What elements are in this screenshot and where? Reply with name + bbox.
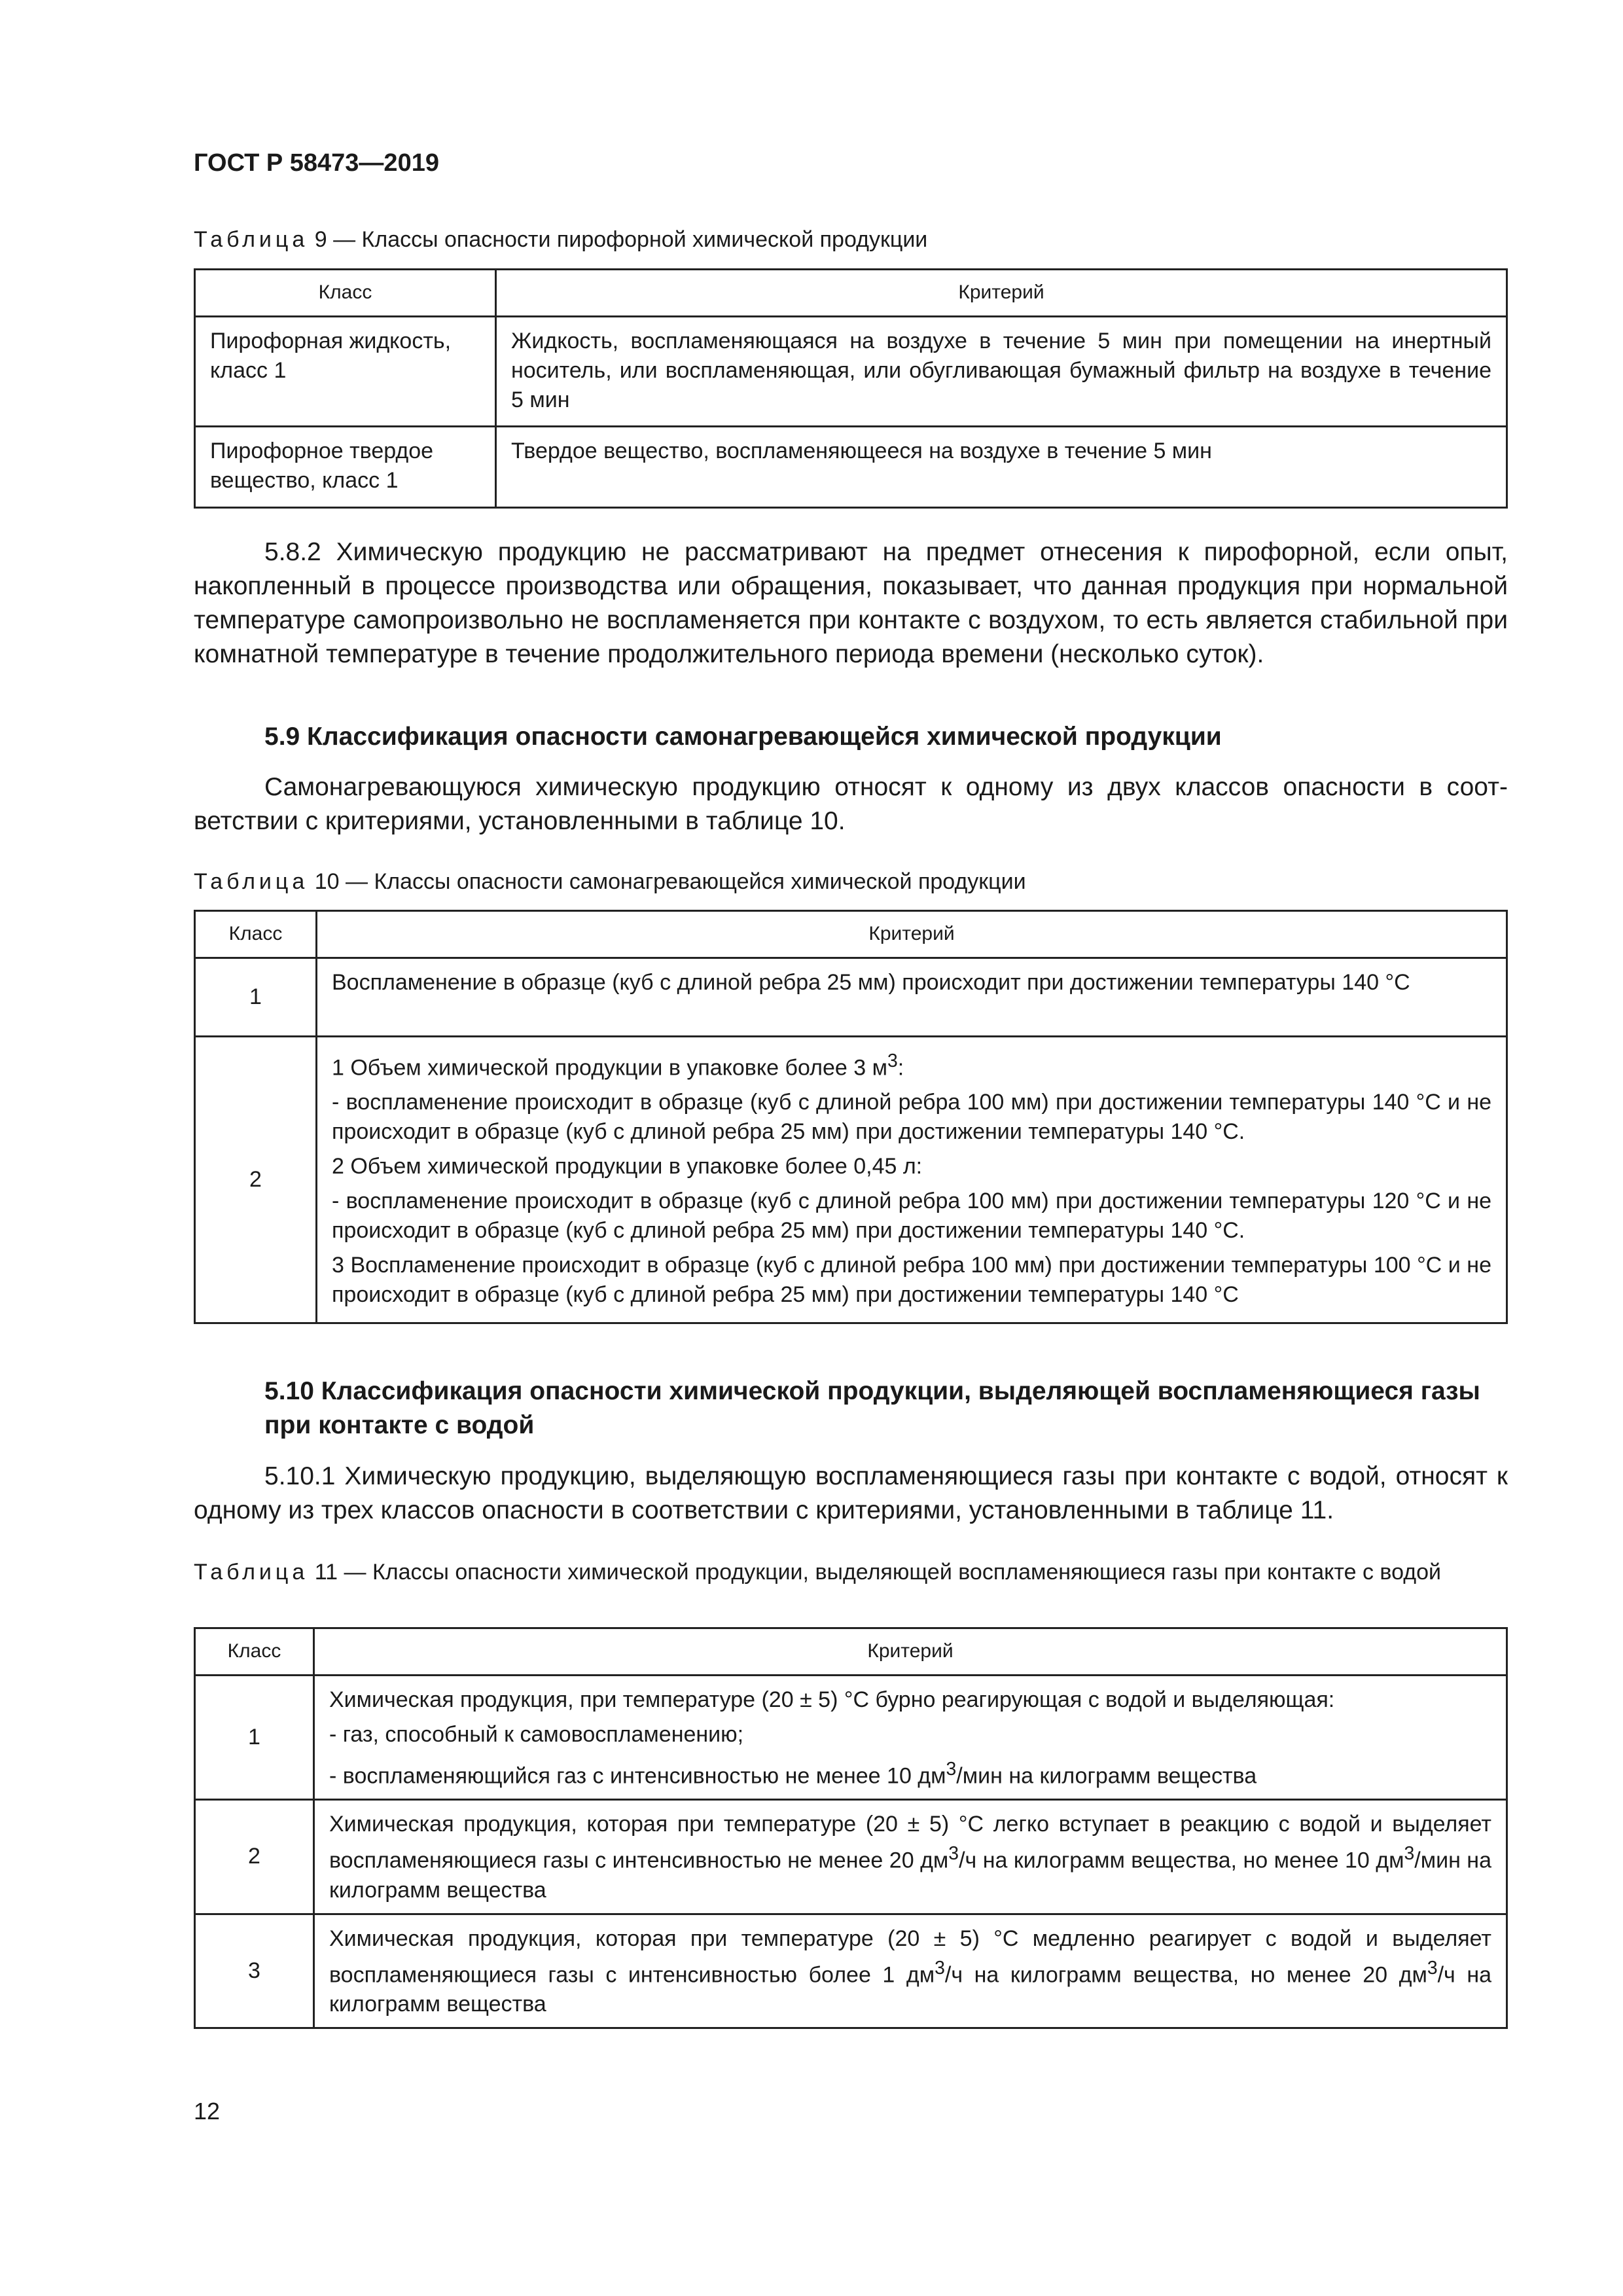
table-row xyxy=(195,1800,1507,1914)
table10-row1-criterion: Воспламенение в образце (куб с длиной ребра 25 мм) происходит при достижении температуры 140 °C xyxy=(317,958,1507,1037)
table9-row1-class: Пирофорная жидкость, класс 1 xyxy=(195,317,496,427)
table-row xyxy=(195,1676,1507,1800)
paragraph-5-10-1: 5.10.1 Химическую продукцию, выделяющую воспламеняющиеся газы при контакте с водой, относят к одному из трех классов опасности в соответствии с критериями, установленными в таблице 11. xyxy=(194,1462,1508,1524)
table10-caption xyxy=(194,867,1026,896)
table10-row1-class: 1 xyxy=(195,958,317,1037)
table-row xyxy=(195,958,1507,1037)
table11-row3-class: 3 xyxy=(195,1914,314,2028)
paragraph-5-9: Самонагревающуюся химическую продукцию относят к одному из двух классов опасности в соответствии с критериями, установленными в таблице 10. xyxy=(194,773,1508,835)
table11 xyxy=(194,1627,1508,2029)
table10-caption-prefix: Таблица xyxy=(194,869,309,894)
table10-row2-item4: - воспламенение происходит в образце (куб с длиной ребра 100 мм) при достижении температуры 120 °C и не происходит в образце (куб с длиной ребра 25 мм) при достижении температуры 140 °C. xyxy=(332,1189,1491,1244)
document-header: ГОСТ Р 58473—2019 xyxy=(194,149,439,177)
table11-row3-criterion: Химическая продукция, которая при температуре (20 ± 5) °C медленно реагирует с водой и выделяет воспламеняющиеся газы с интенсивностью более 1 $дм^3/ч$ на килограмм вещества, но менее 20 $дм^3/ч$ на килограмм вещества xyxy=(314,1914,1507,2028)
table10-row2-item5: 3 Воспламенение происходит в образце (куб с длиной ребра 100 мм) при достижении температуры 100 °C и не происходит в образце (куб с длиной ребра 25 мм) при достижении температуры 140 °C xyxy=(332,1253,1491,1308)
table10-row2-item3: 2 Объем химической продукции в упаковке более 0,45 л: xyxy=(332,1154,923,1179)
table10-row2-item1: 1 Объем химической продукции в упаковке более 3 $м^3$: xyxy=(332,1050,904,1081)
section-heading-5-10: 5.10 Классификация опасности химической продукции, выделяющей воспламеняющиеся газы при контакте с водой xyxy=(264,1377,1480,1439)
table-row xyxy=(195,1914,1507,2028)
table11-row1-class: 1 xyxy=(195,1676,314,1800)
table9 xyxy=(194,268,1508,509)
table10-header-criterion: Критерий xyxy=(317,911,1507,958)
table11-caption-prefix: Таблица xyxy=(194,1560,309,1585)
table11-row2-criterion: Химическая продукция, которая при температуре (20 ± 5) °C легко вступает в реакцию с водой и выделяет воспламеняющиеся газы с интенсивностью не менее 20 $дм^3/ч$ на килограмм вещества, но менее 10 $дм^3$/мин на килограмм вещества xyxy=(314,1800,1507,1914)
table9-caption-prefix: Таблица xyxy=(194,227,309,252)
table9-header-criterion: Критерий xyxy=(496,270,1507,317)
table10 xyxy=(194,910,1508,1324)
table9-row2-class: Пирофорное твердое вещество, класс 1 xyxy=(195,427,496,508)
table11-row1-criterion: Химическая продукция, при температуре (20 ± 5) °C бурно реагирующая с водой и выделяющая: - газ, способный к самовоспламенению; - воспламеняющийся газ с интенсивностью не менее 10 $дм^3$/мин на килограмм вещества xyxy=(314,1676,1507,1800)
table-row xyxy=(195,427,1507,508)
table10-row2-criterion xyxy=(317,1037,1507,1323)
paragraph-5-8-2: 5.8.2 Химическую продукцию не рассматривают на предмет отнесения к пирофорной, если опыт, накопленный в процессе производства или обращения, показывает, что данная продукция при нормальной температуре самопроизвольно не воспламеняется при контакте с воздухом, то есть является стабильной при комнатной температуре в течение продолжительного периода времени (несколько суток). xyxy=(194,538,1508,668)
table9-caption xyxy=(194,225,927,254)
table9-row1-criterion: Жидкость, воспламеняющаяся на воздухе в течение 5 мин при помещении на инертный носитель, или воспламеняющая, или обугливающая бумажный фильтр на воздухе в течение 5 мин xyxy=(496,317,1507,427)
table9-row2-criterion: Твердое вещество, воспламеняющееся на воздухе в течение 5 мин xyxy=(496,427,1507,508)
table11-caption xyxy=(194,1558,1508,1587)
section-heading-5-9: 5.9 Классификация опасности самонагревающейся химической продукции xyxy=(264,723,1222,751)
table10-row2-class: 2 xyxy=(195,1037,317,1323)
table11-caption-text: 11 — Классы опасности химической продукции, выделяющей воспламеняющиеся газы при контакте с водой xyxy=(308,1560,1441,1585)
table11-header-class: Класс xyxy=(195,1628,314,1676)
table-row xyxy=(195,1037,1507,1323)
table-row xyxy=(195,317,1507,427)
table10-header-class: Класс xyxy=(195,911,317,958)
table9-header-class: Класс xyxy=(195,270,496,317)
table10-caption-text: 10 — Классы опасности самонагревающейся химической продукции xyxy=(308,869,1026,894)
table9-caption-text: 9 — Классы опасности пирофорной химической продукции xyxy=(308,227,928,252)
table11-header-criterion: Критерий xyxy=(314,1628,1507,1676)
table11-row2-class: 2 xyxy=(195,1800,314,1914)
page-number: 12 xyxy=(194,2098,221,2125)
table10-row2-item2: - воспламенение происходит в образце (куб с длиной ребра 100 мм) при достижении температуры 140 °C и не происходит в образце (куб с длиной ребра 25 мм) при достижении температуры 140 °C. xyxy=(332,1090,1491,1145)
